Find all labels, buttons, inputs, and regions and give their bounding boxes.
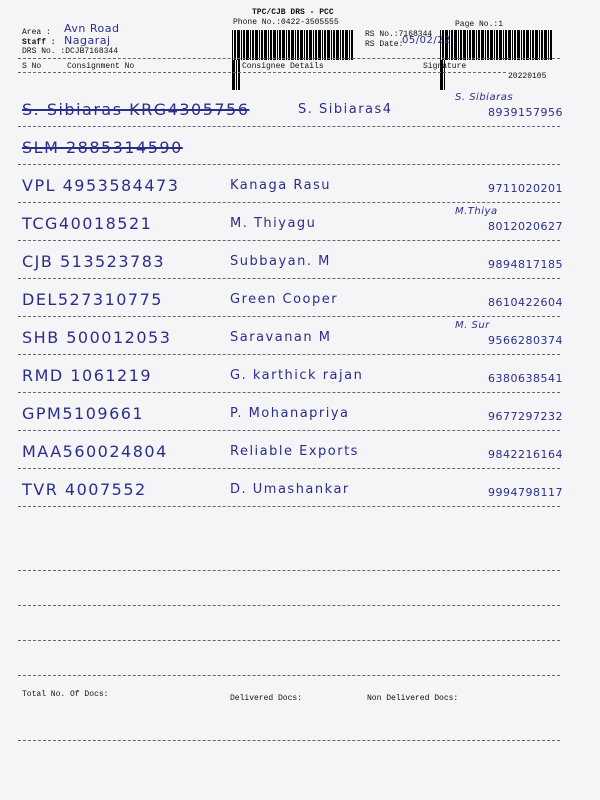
- col-signature: Signature: [423, 62, 467, 71]
- row-phone: 9566280374: [488, 334, 563, 347]
- barcode-bar: [478, 30, 480, 60]
- barcode-bar: [234, 30, 236, 60]
- empty-line: [18, 675, 560, 676]
- row-phone: 8939157956: [488, 106, 563, 119]
- barcode-bar: [268, 30, 269, 60]
- row-phone: 9677297232: [488, 410, 563, 423]
- barcode-bar: [322, 30, 323, 60]
- barcode-bar: [282, 30, 285, 60]
- barcode-bar: [306, 30, 308, 60]
- row-rule: [18, 278, 560, 279]
- row-phone: 9894817185: [488, 258, 563, 271]
- barcode-bar: [544, 30, 547, 60]
- row-consignee: Subbayan. M: [230, 254, 331, 269]
- barcode-bar: [550, 30, 552, 60]
- barcode-bar: [451, 30, 453, 60]
- row-rule: [18, 430, 560, 431]
- col-consignment: Consignment No: [67, 62, 135, 71]
- row-rule: [18, 392, 560, 393]
- empty-line: [18, 570, 560, 571]
- barcode-bar: [291, 30, 294, 60]
- barcode-bar: [548, 30, 549, 60]
- row-phone: 8012020627: [488, 220, 563, 233]
- row-consignee: Reliable Exports: [230, 444, 359, 459]
- rs-number: RS No.:7168344: [365, 30, 433, 39]
- document-title: TPC/CJB DRS - PCC: [252, 8, 334, 17]
- barcode-bar: [485, 30, 486, 60]
- col-consignee: Consignee Details: [242, 62, 324, 71]
- phone-number: Phone No.:0422-3505555: [233, 18, 339, 27]
- non-delivered-docs-label: Non Delivered Docs:: [367, 694, 459, 703]
- barcode-bar: [336, 30, 339, 60]
- row-consignment: CJB 513523783: [22, 252, 166, 271]
- barcode-bar: [476, 30, 477, 60]
- barcode-bar: [309, 30, 312, 60]
- barcode-bar: [264, 30, 267, 60]
- barcode-bar: [315, 30, 317, 60]
- row-rule: [18, 164, 560, 165]
- row-consignee: Kanaga Rasu: [230, 178, 332, 193]
- row-consignment: SLM 2885314590: [22, 138, 183, 157]
- drs-number: DRS No. :DCJB7168344: [22, 47, 119, 56]
- footer-rule: [18, 740, 560, 741]
- barcode-bar: [454, 30, 457, 60]
- barcode-bar: [288, 30, 290, 60]
- barcode-bar: [532, 30, 534, 60]
- barcode-bar: [295, 30, 296, 60]
- barcode-bar: [342, 30, 344, 60]
- barcode-bar: [241, 30, 242, 60]
- barcode-bar: [261, 30, 263, 60]
- delivered-docs-label: Delivered Docs:: [230, 694, 303, 703]
- barcode-bar: [324, 30, 326, 60]
- barcode-bar: [270, 30, 272, 60]
- barcode-bar: [237, 30, 240, 60]
- barcode-bar: [508, 30, 511, 60]
- barcode-bar: [496, 30, 498, 60]
- barcode-bar: [499, 30, 502, 60]
- barcode-bar: [232, 60, 235, 90]
- date-stamp: 20220105: [508, 72, 547, 81]
- barcode-bar: [331, 30, 332, 60]
- row-rule: [18, 202, 560, 203]
- barcode-bar: [469, 30, 471, 60]
- barcode-bar: [273, 30, 276, 60]
- row-consignment: VPL 4953584473: [22, 176, 180, 195]
- staff-value: Nagaraj: [64, 34, 111, 47]
- row-consignment: DEL527310775: [22, 290, 163, 309]
- total-docs-label: Total No. Of Docs:: [22, 690, 109, 699]
- barcode-bar: [349, 30, 350, 60]
- row-phone: 8610422604: [488, 296, 563, 309]
- row-consignee: S. Sibiaras4: [298, 102, 393, 117]
- barcode-bar: [259, 30, 260, 60]
- row-phone: 9842216164: [488, 448, 563, 461]
- barcode-bar: [517, 30, 520, 60]
- staff-label: Staff :: [22, 38, 56, 47]
- barcode-bar: [286, 30, 287, 60]
- row-consignment: S. Sibiaras KRG4305756: [22, 100, 250, 119]
- barcode-bar: [481, 30, 484, 60]
- barcode-bar: [238, 60, 240, 90]
- barcode-bar: [494, 30, 495, 60]
- row-consignee: D. Umashankar: [230, 482, 350, 497]
- barcode-bar: [313, 30, 314, 60]
- barcode-bar: [279, 30, 281, 60]
- barcode-bar: [535, 30, 538, 60]
- barcode-bar: [327, 30, 330, 60]
- row-consignment: TCG40018521: [22, 214, 153, 233]
- row-consignee: Green Cooper: [230, 292, 339, 307]
- barcode-bar: [246, 30, 249, 60]
- barcode-bar: [318, 30, 321, 60]
- barcode-bar: [304, 30, 305, 60]
- barcode-bar: [333, 30, 335, 60]
- barcode-bar: [277, 30, 278, 60]
- barcode-bar: [243, 30, 245, 60]
- row-rule: [18, 240, 560, 241]
- col-sno: S No: [22, 62, 42, 71]
- barcode-bar: [300, 30, 303, 60]
- row-consignee: Saravanan M: [230, 330, 332, 345]
- barcode-bar: [255, 30, 258, 60]
- empty-line: [18, 605, 560, 606]
- rs-date-label: RS Date:: [365, 40, 404, 49]
- row-consignment: GPM5109661: [22, 404, 145, 423]
- row-consignment: RMD 1061219: [22, 366, 153, 385]
- row-consignment: MAA560024804: [22, 442, 168, 461]
- barcode-bar: [472, 30, 475, 60]
- barcode-bar: [463, 30, 466, 60]
- barcode-bar: [236, 60, 237, 90]
- area-value: Avn Road: [64, 22, 120, 35]
- empty-line: [18, 640, 560, 641]
- barcode-bar: [232, 30, 233, 60]
- barcode-bar: [458, 30, 459, 60]
- row-consignment: TVR 4007552: [22, 480, 147, 499]
- row-consignment: SHB 500012053: [22, 328, 172, 347]
- row-signature: M.Thiya: [455, 206, 498, 217]
- row-phone: 6380638541: [488, 372, 563, 385]
- barcode-bar: [541, 30, 543, 60]
- barcode-bar: [460, 30, 462, 60]
- barcode-bar: [514, 30, 516, 60]
- row-signature: S. Sibiaras: [455, 92, 514, 103]
- barcode-bar: [512, 30, 513, 60]
- header-rule-top: [18, 58, 560, 59]
- header-rule-bottom: [18, 72, 506, 73]
- barcode-bar: [487, 30, 489, 60]
- barcode-bar: [340, 30, 341, 60]
- barcode-right: [440, 30, 555, 60]
- row-rule: [18, 468, 560, 469]
- barcode-bar: [250, 30, 251, 60]
- barcode-bar: [490, 30, 493, 60]
- barcode-bar: [539, 30, 540, 60]
- row-phone: 9711020201: [488, 182, 563, 195]
- barcode-bar: [526, 30, 529, 60]
- barcode-left: [232, 30, 357, 60]
- row-rule: [18, 126, 560, 127]
- barcode-bar: [530, 30, 531, 60]
- row-consignee: M. Thiyagu: [230, 216, 317, 231]
- barcode-bar: [505, 30, 507, 60]
- barcode-bar: [503, 30, 504, 60]
- row-signature: M. Sur: [455, 320, 490, 331]
- barcode-bar: [351, 30, 353, 60]
- row-rule: [18, 506, 560, 507]
- row-consignee: P. Mohanapriya: [230, 406, 350, 421]
- barcode-bar: [521, 30, 522, 60]
- barcode-bar: [297, 30, 299, 60]
- row-phone: 9994798117: [488, 486, 563, 499]
- rs-date-value: 05/02/22: [402, 35, 451, 46]
- barcode-bar: [252, 30, 254, 60]
- row-consignee: G. karthick rajan: [230, 368, 364, 383]
- barcode-bar: [467, 30, 468, 60]
- row-rule: [18, 316, 560, 317]
- barcode-bar: [345, 30, 348, 60]
- area-label: Area :: [22, 28, 51, 37]
- row-rule: [18, 354, 560, 355]
- barcode-bar: [523, 30, 525, 60]
- page-number: Page No.:1: [455, 20, 504, 29]
